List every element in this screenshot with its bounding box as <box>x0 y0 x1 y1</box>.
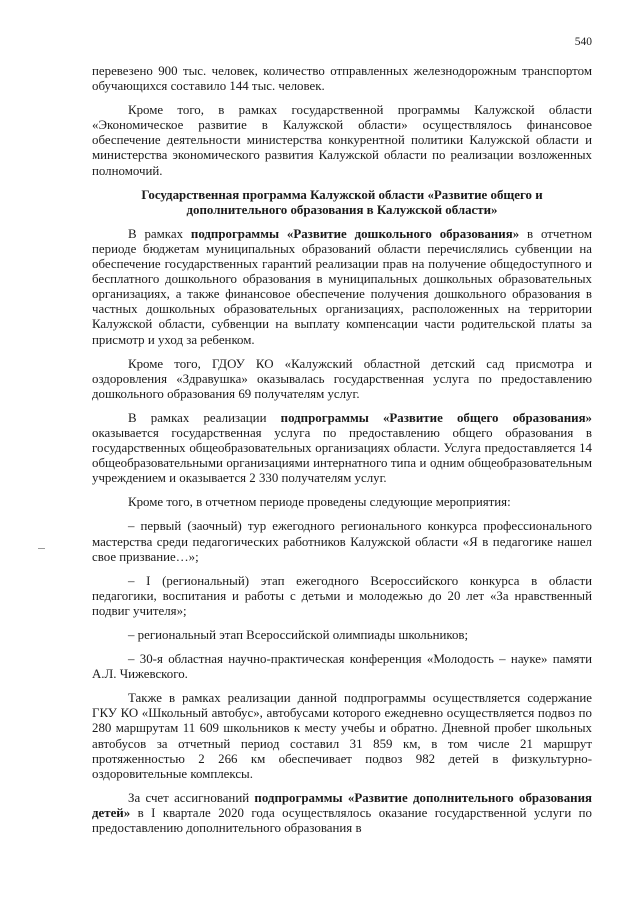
margin-mark <box>38 548 45 549</box>
paragraph-general-text: оказывается государственная услуга по предоставлению общего образования в государственных общеобразовательных организациях области. Услуга предоставляется 14 общеобразовательными организациями интернатного типа и одним общеобразовательным учреждением и оказывается 2 330 получателям услуг. <box>92 425 592 486</box>
page-body <box>92 64 592 836</box>
paragraph-general-lead: В рамках реализации <box>128 410 281 425</box>
paragraph-general-subprogram <box>92 411 592 486</box>
paragraph-preschool-lead: В рамках <box>128 226 191 241</box>
paragraph-additional-subprogram <box>92 791 592 836</box>
paragraph-school-bus: Также в рамках реализации данной подпрограммы осуществляется содержание ГКУ КО «Школьный автобус», автобусами которого ежедневно осуществляется подвоз по 280 маршрутам 11 609 школьников к месту учебы и обратно. Дневной пробег школьных автобусов за отчетный период составил 31 859 км, в том числе 21 маршрут протяженностью 2 266 км обеспечивает подвоз 982 детей в физкультурно-оздоровительные комплексы. <box>92 691 592 781</box>
paragraph-kindergarten: Кроме того, ГДОУ КО «Калужский областной детский сад присмотра и оздоровления «Здравушка» оказывалась государственная услуга по предоставлению дошкольного образования 69 получателям услуг. <box>92 356 592 401</box>
paragraph-preschool-text: в отчетном периоде бюджетам муниципальных образований области перечислялись субвенции на обеспечение государственных гарантий реализации прав на получение общедоступного и бесплатного дошкольного образования в муниципальных дошкольных образовательных организациях, а также финансовое обеспечение получения дошкольного образования в частных дошкольных образовательных организациях, расположенных на территории Калужской области, субвенции на выплату компенсации части родительской платы за присмотр и уход за ребенком. <box>92 226 592 347</box>
page-number: 540 <box>574 36 592 48</box>
list-item-teacher-contest: – первый (заочный) тур ежегодного регионального конкурса профессионального мастерства среди педагогических работников Калужской области «Я в педагогике нашел свое призвание…»; <box>92 519 592 564</box>
list-item-olympiad: – региональный этап Всероссийской олимпиады школьников; <box>128 628 469 642</box>
paragraph-additional-text: в I квартале 2020 года осуществлялось оказание государственной услуги по предоставлению дополнительного образования в <box>92 805 592 836</box>
paragraph-transport-continuation: перевезено 900 тыс. человек, количество отправленных железнодорожным транспортом обучающихся составило 144 тыс. человек. <box>92 64 592 94</box>
subprogram-general-title: подпрограммы «Развитие общего образования» <box>280 410 593 425</box>
list-item-moral-feat-contest: – I (региональный) этап ежегодного Всероссийского конкурса в области педагогики, воспитания и работы с детьми и молодежью до 20 лет «За нравственный подвиг учителя»; <box>92 573 592 618</box>
subprogram-preschool-title: подпрограммы «Развитие дошкольного образования» <box>190 226 520 241</box>
list-item-conference: – 30-я областная научно-практическая конференция «Молодость – науке» памяти А.Л. Чижевского. <box>92 652 592 682</box>
paragraph-additional-lead: За счет ассигнований <box>128 790 255 805</box>
paragraph-economic-program: Кроме того, в рамках государственной программы Калужской области «Экономическое развитие в Калужской области» осуществлялось финансовое обеспечение деятельности министерства конкурентной политики Калужской области и министерства экономического развития Калужской области по реализации возложенных полномочий. <box>92 103 592 178</box>
paragraph-preschool-subprogram <box>92 227 592 348</box>
section-heading: Государственная программа Калужской области «Развитие общего и дополнительного образования в Калужской области» <box>141 187 543 217</box>
paragraph-events-intro: Кроме того, в отчетном периоде проведены следующие мероприятия: <box>128 495 511 510</box>
subprogram-additional-title: подпрограммы «Развитие дополнительного образования детей» <box>92 790 592 820</box>
